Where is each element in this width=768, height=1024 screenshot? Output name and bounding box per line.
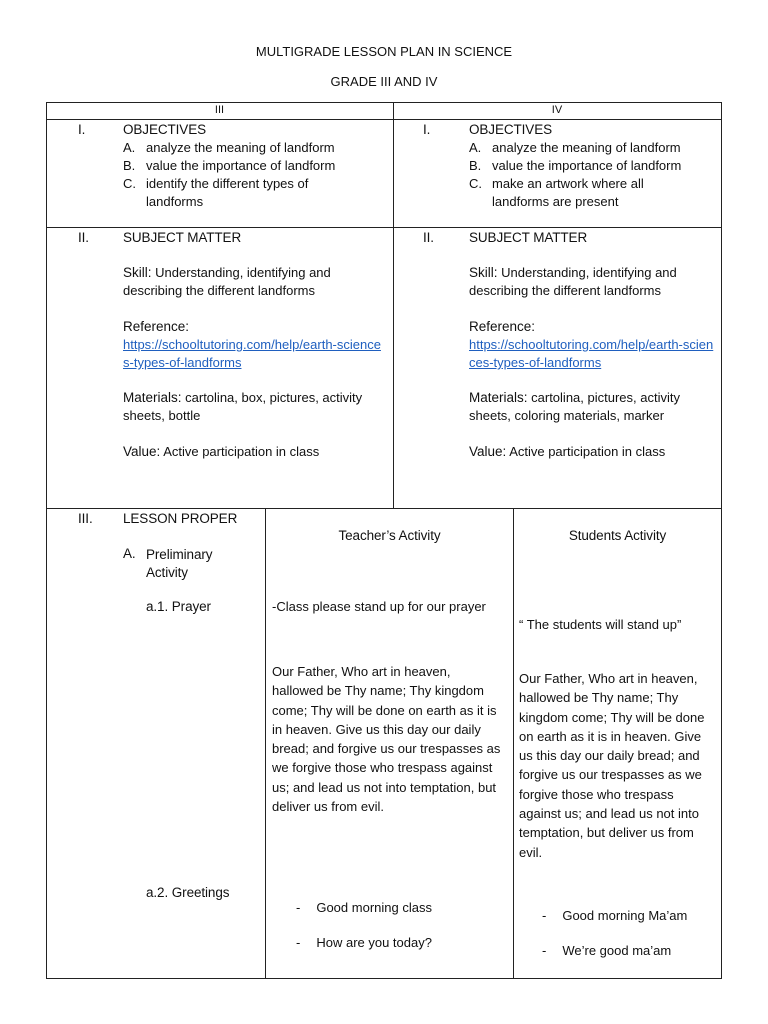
objectives-heading-right: OBJECTIVES — [469, 122, 553, 137]
skill-left: Skill: Understanding, identifying and describing the different landforms — [123, 265, 331, 298]
list-item: A. analyze the meaning of landform — [469, 140, 681, 155]
teacher-prayer-intro: -Class please stand up for our prayer — [272, 599, 486, 614]
objectives-list-right — [469, 139, 714, 211]
subject-numeral-right: II. — [423, 230, 434, 245]
preliminary-heading: Preliminary Activity — [146, 547, 213, 580]
student-greeting-1: - Good morning Ma’am — [542, 908, 688, 923]
students-activity-header: Students Activity — [568, 528, 667, 543]
student-prayer-intro: “ The students will stand up” — [519, 617, 682, 632]
subject-heading-right: SUBJECT MATTER — [469, 230, 588, 245]
list-item: C. identify the different types of landforms — [123, 176, 309, 209]
teacher-prayer-text: Our Father, Who art in heaven, hallowed be Thy name; Thy kingdom come; Thy will be done on earth as it is in heaven. Give us this day our daily bread; and forgive us our trespasses as we forgive those who trespass against us; and lead us not into temptation, but deliver us from evil. — [272, 664, 501, 815]
list-item: A. analyze the meaning of landform — [123, 140, 335, 155]
list-item: B. value the importance of landform — [123, 158, 336, 173]
subject-numeral-left: II. — [78, 230, 89, 245]
lesson-numeral: III. — [78, 511, 93, 526]
document-subtitle: GRADE III AND IV — [330, 74, 438, 89]
reference-left: Reference: https://schooltutoring.com/help/earth-sciences-types-of-landforms — [123, 319, 381, 370]
student-greeting-2: - We’re good ma’am — [542, 943, 672, 958]
greetings-label: a.2. Greetings — [146, 885, 230, 900]
reference-right: Reference: https://schooltutoring.com/help/earth-sciences-types-of-landforms — [469, 319, 714, 370]
list-item: B. value the importance of landform — [469, 158, 682, 173]
reference-link-left[interactable]: https://schooltutoring.com/help/earth-sciences-types-of-landforms — [123, 337, 381, 370]
materials-right: Materials: cartolina, pictures, activity sheets, coloring materials, marker — [469, 390, 680, 423]
prayer-label: a.1. Prayer — [146, 599, 211, 614]
materials-left: Materials: cartolina, box, pictures, activity sheets, bottle — [123, 390, 363, 423]
reference-link-right[interactable]: https://schooltutoring.com/help/earth-sciences-types-of-landforms — [469, 337, 714, 370]
objectives-numeral-right: I. — [423, 122, 431, 137]
objectives-heading-left: OBJECTIVES — [123, 122, 207, 137]
objectives-numeral-left: I. — [78, 122, 86, 137]
document-title: MULTIGRADE LESSON PLAN IN SCIENCE — [255, 44, 513, 59]
value-left: Value: Active participation in class — [123, 444, 320, 459]
lesson-heading: LESSON PROPER — [123, 511, 238, 526]
teacher-activity-header: Teacher’s Activity — [338, 528, 441, 543]
preliminary-marker: A. — [123, 546, 136, 561]
student-prayer-text: Our Father, Who art in heaven, hallowed be Thy name; Thy kingdom come; Thy will be done on earth as it is in heaven. Give us this day our daily bread; and forgive us our trespasses as we forgive those who trespass against us; and lead us not into temptation, but deliver us from evil. — [519, 671, 705, 860]
list-item: C. make an artwork where all landforms are present — [469, 176, 644, 209]
grade-header-left: III — [214, 104, 225, 116]
value-right: Value: Active participation in class — [469, 444, 666, 459]
skill-right: Skill: Understanding, identifying and describing the different landforms — [469, 265, 677, 298]
objectives-list-left — [123, 139, 363, 211]
grade-header-right: IV — [551, 104, 563, 116]
teacher-greeting-2: - How are you today? — [296, 935, 432, 950]
teacher-greeting-1: - Good morning class — [296, 900, 432, 915]
subject-heading-left: SUBJECT MATTER — [123, 230, 242, 245]
